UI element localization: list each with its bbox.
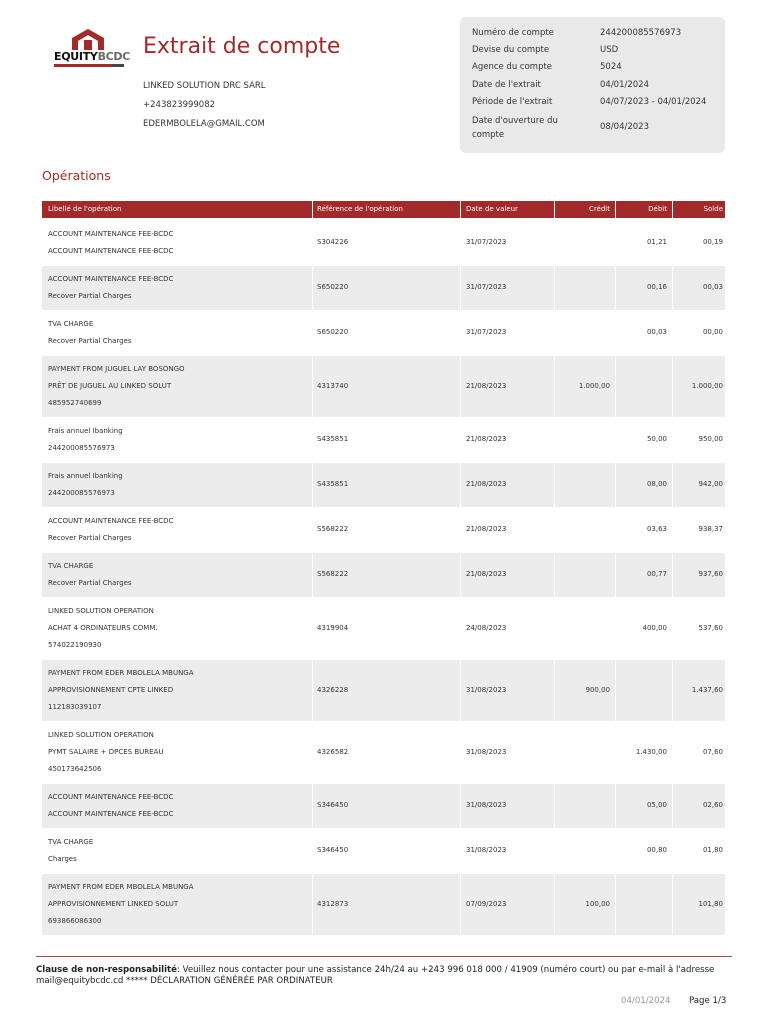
row-balance: 537,60	[698, 623, 723, 632]
row-value-date: 31/07/2023	[466, 283, 507, 291]
page-title: Extrait de compte	[143, 34, 341, 59]
row-label-line: PAYMENT FROM JUGUEL LAY BOSONGO	[48, 364, 185, 373]
row-value-date: 07/09/2023	[466, 899, 507, 908]
table-row	[42, 508, 725, 552]
account-info-box	[460, 17, 725, 153]
table-row	[42, 722, 725, 783]
logo-underline	[54, 64, 124, 67]
row-reference: S435851	[317, 480, 349, 488]
row-reference: 4326582	[317, 747, 349, 756]
footer-date: 04/01/2024	[621, 996, 671, 1006]
row-label-line: LINKED SOLUTION OPERATION	[48, 730, 154, 739]
row-credit: 100,00	[585, 899, 610, 908]
row-balance: 1.000,00	[691, 381, 723, 390]
row-credit: 1.000,00	[578, 381, 610, 390]
info-label-statement-date: Date de l'extrait	[472, 80, 541, 90]
row-label-line: 485952740699	[48, 398, 102, 407]
info-value-opening-date: 08/04/2023	[600, 122, 649, 132]
row-balance: 02,60	[702, 801, 723, 809]
operations-table-header	[42, 201, 725, 218]
row-debit: 01,21	[646, 238, 667, 246]
logo-text-main: EQUITY	[54, 50, 98, 63]
column-header-debit: Débit	[648, 205, 667, 213]
row-value-date: 21/08/2023	[466, 381, 507, 390]
row-label-line: Recover Partial Charges	[48, 578, 132, 587]
row-value-date: 31/08/2023	[466, 801, 507, 809]
equity-bcdc-logo	[54, 28, 131, 72]
row-reference: S568222	[317, 525, 349, 533]
row-balance: 00,00	[702, 328, 723, 336]
disclaimer-text: : Veuillez nous contacter pour une assistance 24h/24 au +243 996 018 000 / 41909 (numéro court) ou par e-mail à l'adresse mail@equitybcdc.cd ***** DÉCLARATION GÉNÉRÉE PAR ORDINATEUR	[36, 965, 715, 986]
row-label-line: 112183039107	[48, 702, 102, 711]
disclaimer-title: Clause de non-responsabilité	[36, 965, 177, 975]
row-reference: 4313740	[317, 381, 349, 390]
row-balance: 00,19	[702, 238, 723, 246]
row-balance: 942,00	[698, 480, 723, 488]
row-label-line: Recover Partial Charges	[48, 336, 132, 345]
table-row	[42, 784, 725, 828]
row-debit: 00,16	[646, 283, 667, 291]
table-row	[42, 553, 725, 597]
row-label-line: PAYMENT FROM EDER MBOLELA MBUNGA	[48, 882, 194, 891]
row-debit: 1.430,00	[635, 747, 667, 756]
column-header-label: Libellé de l'opération	[48, 205, 122, 213]
row-value-date: 31/08/2023	[466, 685, 507, 694]
row-debit: 50,00	[646, 435, 667, 443]
row-label-line: Frais annuel Ibanking	[48, 471, 123, 480]
client-name: LINKED SOLUTION DRC SARL	[143, 81, 266, 91]
row-label-line: ACCOUNT MAINTENANCE FEE-BCDC	[48, 274, 174, 283]
info-value-account-number: 244200085576973	[600, 28, 682, 38]
row-label-line: Charges	[48, 854, 77, 863]
row-label-line: 244200085576973	[48, 443, 115, 452]
table-row	[42, 418, 725, 462]
row-label-line: APPROVISIONNEMENT LINKED SOLUT	[48, 899, 179, 908]
table-row	[42, 311, 725, 355]
row-debit: 03,63	[646, 525, 667, 533]
row-balance: 01,80	[702, 846, 723, 854]
row-reference: 4319904	[317, 623, 349, 632]
row-value-date: 31/07/2023	[466, 238, 507, 246]
client-email: EDERMBOLELA@GMAIL.COM	[143, 119, 265, 129]
row-label-line: PAYMENT FROM EDER MBOLELA MBUNGA	[48, 668, 194, 677]
footer-page-number: Page 1/3	[689, 996, 727, 1006]
row-debit: 00,03	[646, 328, 667, 336]
row-label-line: Frais annuel Ibanking	[48, 426, 123, 435]
row-debit: 05,00	[646, 801, 667, 809]
row-value-date: 21/08/2023	[466, 435, 507, 443]
row-label-line: 244200085576973	[48, 488, 115, 497]
table-row	[42, 874, 725, 935]
row-balance: 101,80	[698, 899, 723, 908]
info-label-branch: Agence du compte	[472, 62, 553, 72]
row-debit: 08,00	[646, 480, 667, 488]
table-row	[42, 266, 725, 310]
client-phone: +243823999082	[143, 100, 216, 110]
row-balance: 938,37	[698, 525, 723, 533]
logo-wordmark	[54, 50, 130, 63]
row-reference: S304226	[317, 238, 349, 246]
row-debit: 400,00	[642, 623, 667, 632]
row-value-date: 21/08/2023	[466, 570, 507, 578]
row-label-line: 450173642506	[48, 764, 102, 773]
row-credit: 900,00	[585, 685, 610, 694]
row-reference: S346450	[317, 801, 349, 809]
row-reference: 4326228	[317, 685, 349, 694]
row-value-date: 31/08/2023	[466, 846, 507, 854]
row-value-date: 31/07/2023	[466, 328, 507, 336]
row-label-line: PYMT SALAIRE + DPCES BUREAU	[48, 747, 164, 756]
info-value-currency: USD	[600, 45, 619, 55]
column-header-credit: Crédit	[588, 205, 610, 213]
row-reference: S650220	[317, 283, 349, 291]
info-value-statement-date: 04/01/2024	[600, 80, 649, 90]
row-balance: 1.437,60	[691, 685, 723, 694]
row-balance: 950,00	[698, 435, 723, 443]
logo-roof-icon	[68, 28, 108, 50]
table-row	[42, 829, 725, 873]
info-label-opening-date: Date d'ouverture du compte	[472, 116, 558, 140]
info-label-period: Période de l'extrait	[472, 97, 553, 107]
table-row	[42, 221, 725, 265]
row-value-date: 31/08/2023	[466, 747, 507, 756]
row-reference: S435851	[317, 435, 349, 443]
table-row	[42, 660, 725, 721]
row-label-line: Recover Partial Charges	[48, 533, 132, 542]
row-balance: 937,60	[698, 570, 723, 578]
row-label-line: ACHAT 4 ORDINATEURS COMM.	[48, 623, 158, 632]
info-value-period: 04/07/2023 - 04/01/2024	[600, 97, 707, 107]
column-header-reference: Référence de l'opération	[317, 205, 403, 213]
row-reference: S346450	[317, 846, 349, 854]
table-row	[42, 598, 725, 659]
table-row	[42, 356, 725, 417]
row-label-line: TVA CHARGE	[48, 837, 94, 846]
row-reference: S650220	[317, 328, 349, 336]
row-label-line: ACCOUNT MAINTENANCE FEE-BCDC	[48, 809, 174, 818]
column-header-value-date: Date de valeur	[466, 205, 518, 213]
row-label-line: ACCOUNT MAINTENANCE FEE-BCDC	[48, 229, 174, 238]
row-label-line: APPROVISIONNEMENT CPTE LINKED	[48, 685, 174, 694]
column-header-balance: Solde	[703, 205, 723, 213]
row-debit: 00,77	[646, 570, 667, 578]
row-debit: 00,80	[646, 846, 667, 854]
operations-title: Opérations	[42, 168, 111, 183]
row-label-line: TVA CHARGE	[48, 561, 94, 570]
row-label-line: LINKED SOLUTION OPERATION	[48, 606, 154, 615]
info-value-branch: 5024	[600, 62, 622, 72]
row-reference: 4312873	[317, 899, 349, 908]
row-balance: 00,03	[702, 283, 723, 291]
info-label-currency: Devise du compte	[472, 45, 550, 55]
info-label-account-number: Numéro de compte	[472, 28, 554, 38]
logo-text-accent: BCDC	[97, 50, 131, 63]
row-label-line: 574022190930	[48, 640, 102, 649]
row-label-line: ACCOUNT MAINTENANCE FEE-BCDC	[48, 516, 174, 525]
row-label-line: PRÊT DE JUGUEL AU LINKED SOLUT	[48, 381, 172, 390]
row-label-line: ACCOUNT MAINTENANCE FEE-BCDC	[48, 246, 174, 255]
row-value-date: 24/08/2023	[466, 623, 507, 632]
row-value-date: 21/08/2023	[466, 480, 507, 488]
footer-divider	[36, 956, 732, 957]
row-reference: S568222	[317, 570, 349, 578]
row-label-line: 693866086300	[48, 916, 102, 925]
row-value-date: 21/08/2023	[466, 525, 507, 533]
row-balance: 07,60	[702, 747, 723, 756]
footer-disclaimer	[36, 965, 732, 987]
row-label-line: Recover Partial Charges	[48, 291, 132, 300]
row-label-line: TVA CHARGE	[48, 319, 94, 328]
table-row	[42, 463, 725, 507]
row-label-line: ACCOUNT MAINTENANCE FEE-BCDC	[48, 792, 174, 801]
